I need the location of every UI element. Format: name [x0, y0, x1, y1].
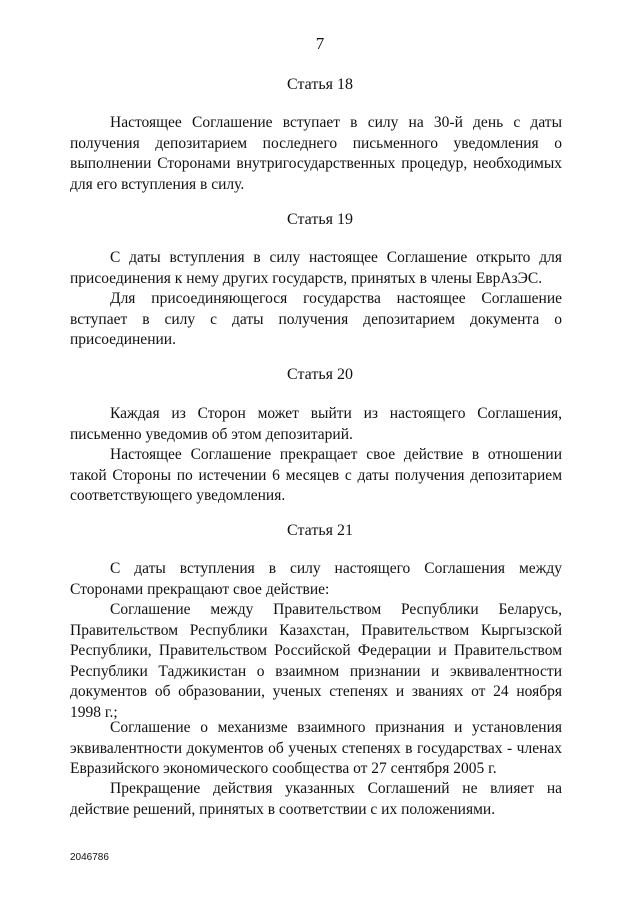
- article-21-paragraph-1: С даты вступления в силу настоящего Соглашения между Сторонами прекращают свое действие:: [70, 560, 562, 598]
- article-21-paragraph-3: Соглашение о механизме взаимного признания и установления эквивалентности документов об ученых степенях в государствах - членах Евразийского экономического сообщества от 27 сентября 2005 г.: [70, 719, 562, 778]
- article-20-heading: Статья 20: [287, 366, 353, 383]
- article-21-paragraph-2: Соглашение между Правительством Республики Беларусь, Правительством Республики Казахстан, Правительством Кыргызской Республики, Правительством Российской Федерации и Правительством Республики Таджикистан о взаимном признании и эквивалентности документов об образовании, ученых степенях и званиях от 24 ноября 1998 г.;: [70, 601, 562, 721]
- article-18-paragraph-1: Настоящее Соглашение вступает в силу на 30-й день с даты получения депозитарием последнего письменного уведомления о выполнении Сторонами внутригосударственных процедур, необходимых для его вступления в силу.: [70, 114, 562, 193]
- article-21-paragraph-4: Прекращение действия указанных Соглашений не влияет на действие решений, принятых в соответствии с их положениями.: [70, 780, 562, 818]
- article-19-heading: Статья 19: [287, 211, 353, 228]
- article-18-heading: Статья 18: [287, 76, 353, 93]
- page-number: 7: [315, 34, 325, 53]
- article-20-paragraph-1: Каждая из Сторон может выйти из настоящего Соглашения, письменно уведомив об этом депозитарий.: [70, 405, 562, 443]
- document-code: 2046786: [70, 852, 109, 863]
- article-21-heading: Статья 21: [287, 522, 353, 539]
- article-19-paragraph-2: Для присоединяющегося государства настоящее Соглашение вступает в силу с даты получения депозитарием документа о присоединении.: [70, 290, 562, 349]
- article-19-paragraph-1: С даты вступления в силу настоящее Соглашение открыто для присоединения к нему других государств, принятых в члены ЕврАзЭС.: [70, 249, 562, 287]
- article-20-paragraph-2: Настоящее Соглашение прекращает свое действие в отношении такой Стороны по истечении 6 месяцев с даты получения депозитарием соответствующего уведомления.: [70, 446, 562, 505]
